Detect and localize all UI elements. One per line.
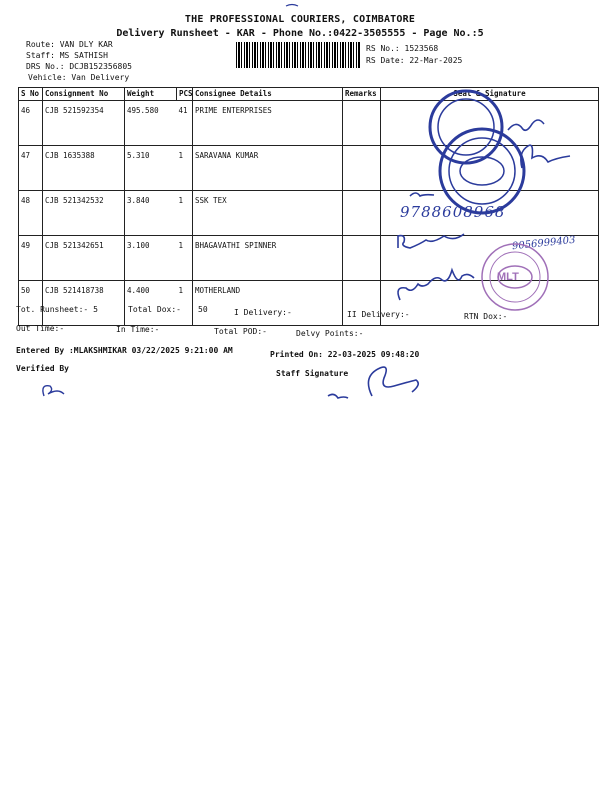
header-consignment: Consignment No	[43, 88, 125, 101]
table-header-row	[19, 88, 599, 101]
drs-number: DRS No.: DCJB152356805	[26, 62, 132, 71]
mlt-stamp-text: MLT	[497, 271, 519, 283]
cell-consignee: BHAGAVATHI SPINNER	[193, 236, 343, 281]
i-delivery: I Delivery:-	[234, 308, 292, 317]
verifier-signature	[43, 386, 64, 396]
cell-consignment: CJB 521592354	[43, 101, 125, 146]
handwritten-phone-2: 9056999403	[511, 234, 577, 253]
ii-delivery: II Delivery:-	[347, 310, 410, 319]
cell-weight: 3.840	[125, 191, 177, 236]
route-label: Route: VAN DLY KAR	[26, 40, 113, 49]
in-time: In Time:-	[116, 325, 160, 334]
cell-sno: 46	[19, 101, 43, 146]
cell-remarks	[343, 236, 381, 281]
rs-date: RS Date: 22-Mar-2025	[366, 56, 463, 65]
top-ink-mark	[286, 5, 298, 7]
cell-pcs: 1	[177, 191, 193, 236]
cell-consignment: CJB 521418738	[43, 281, 125, 326]
document-subtitle: Delivery Runsheet - KAR - Phone No.:0422-3505555 - Page No.:5	[116, 28, 484, 39]
table-row	[19, 101, 599, 146]
cell-weight: 4.400	[125, 281, 177, 326]
cell-pcs: 1	[177, 281, 193, 326]
cell-sno: 48	[19, 191, 43, 236]
table-row	[19, 146, 599, 191]
cell-remarks	[343, 191, 381, 236]
printed-on: Printed On: 22-03-2025 09:48:20	[270, 350, 420, 359]
cell-seal	[381, 101, 599, 146]
handwritten-phone-1: 9788608968	[400, 203, 506, 221]
cell-consignment: CJB 521342532	[43, 191, 125, 236]
header-weight: Weight	[125, 88, 177, 101]
delvy-points: Delvy Points:-	[296, 329, 364, 338]
total-dox-label: Total Dox:-	[128, 305, 181, 314]
header-seal: Seal & Signature	[381, 88, 599, 101]
tot-runsheet: Tot. Runsheet:- 5	[16, 305, 98, 314]
table-row	[19, 281, 599, 326]
cell-consignee: PRIME ENTERPRISES	[193, 101, 343, 146]
staff-signature-label: Staff Signature	[276, 369, 349, 378]
total-dox-value: 50	[198, 305, 208, 314]
staff-label: Staff: MS SATHISH	[26, 51, 108, 60]
cell-consignee: SSK TEX	[193, 191, 343, 236]
out-time: Out Time:-	[16, 324, 65, 333]
verified-by: Verified By	[16, 364, 69, 373]
cell-consignee: SARAVANA KUMAR	[193, 146, 343, 191]
cell-weight: 5.310	[125, 146, 177, 191]
cell-pcs: 1	[177, 236, 193, 281]
cell-sno: 49	[19, 236, 43, 281]
cell-consignment: CJB 521342651	[43, 236, 125, 281]
header-remarks: Remarks	[343, 88, 381, 101]
cell-seal	[381, 146, 599, 191]
rs-number: RS No.: 1523568	[366, 44, 439, 53]
header-sno: S No	[19, 88, 43, 101]
document-title: THE PROFESSIONAL COURIERS, COIMBATORE	[184, 14, 416, 25]
cell-consignee: MOTHERLAND	[193, 281, 343, 326]
rtn-dox: RTN Dox:-	[464, 312, 508, 321]
runsheet-table	[18, 87, 599, 326]
total-pod: Total POD:-	[214, 327, 267, 336]
table-row	[19, 191, 599, 236]
cell-sno: 47	[19, 146, 43, 191]
cell-remarks	[343, 101, 381, 146]
cell-pcs: 1	[177, 146, 193, 191]
vehicle-label: Vehicle: Van Delivery	[28, 73, 130, 82]
header-consignee: Consignee Details	[193, 88, 343, 101]
cell-consignment: CJB 1635388	[43, 146, 125, 191]
entered-by: Entered By :MLAKSHMIKAR 03/22/2025 9:21:00 AM	[16, 346, 233, 355]
header-pcs: PCS	[177, 88, 193, 101]
cell-pcs: 41	[177, 101, 193, 146]
cell-weight: 3.100	[125, 236, 177, 281]
cell-remarks	[343, 146, 381, 191]
cell-weight: 495.580	[125, 101, 177, 146]
cell-sno: 50	[19, 281, 43, 326]
barcode-image	[236, 42, 360, 68]
